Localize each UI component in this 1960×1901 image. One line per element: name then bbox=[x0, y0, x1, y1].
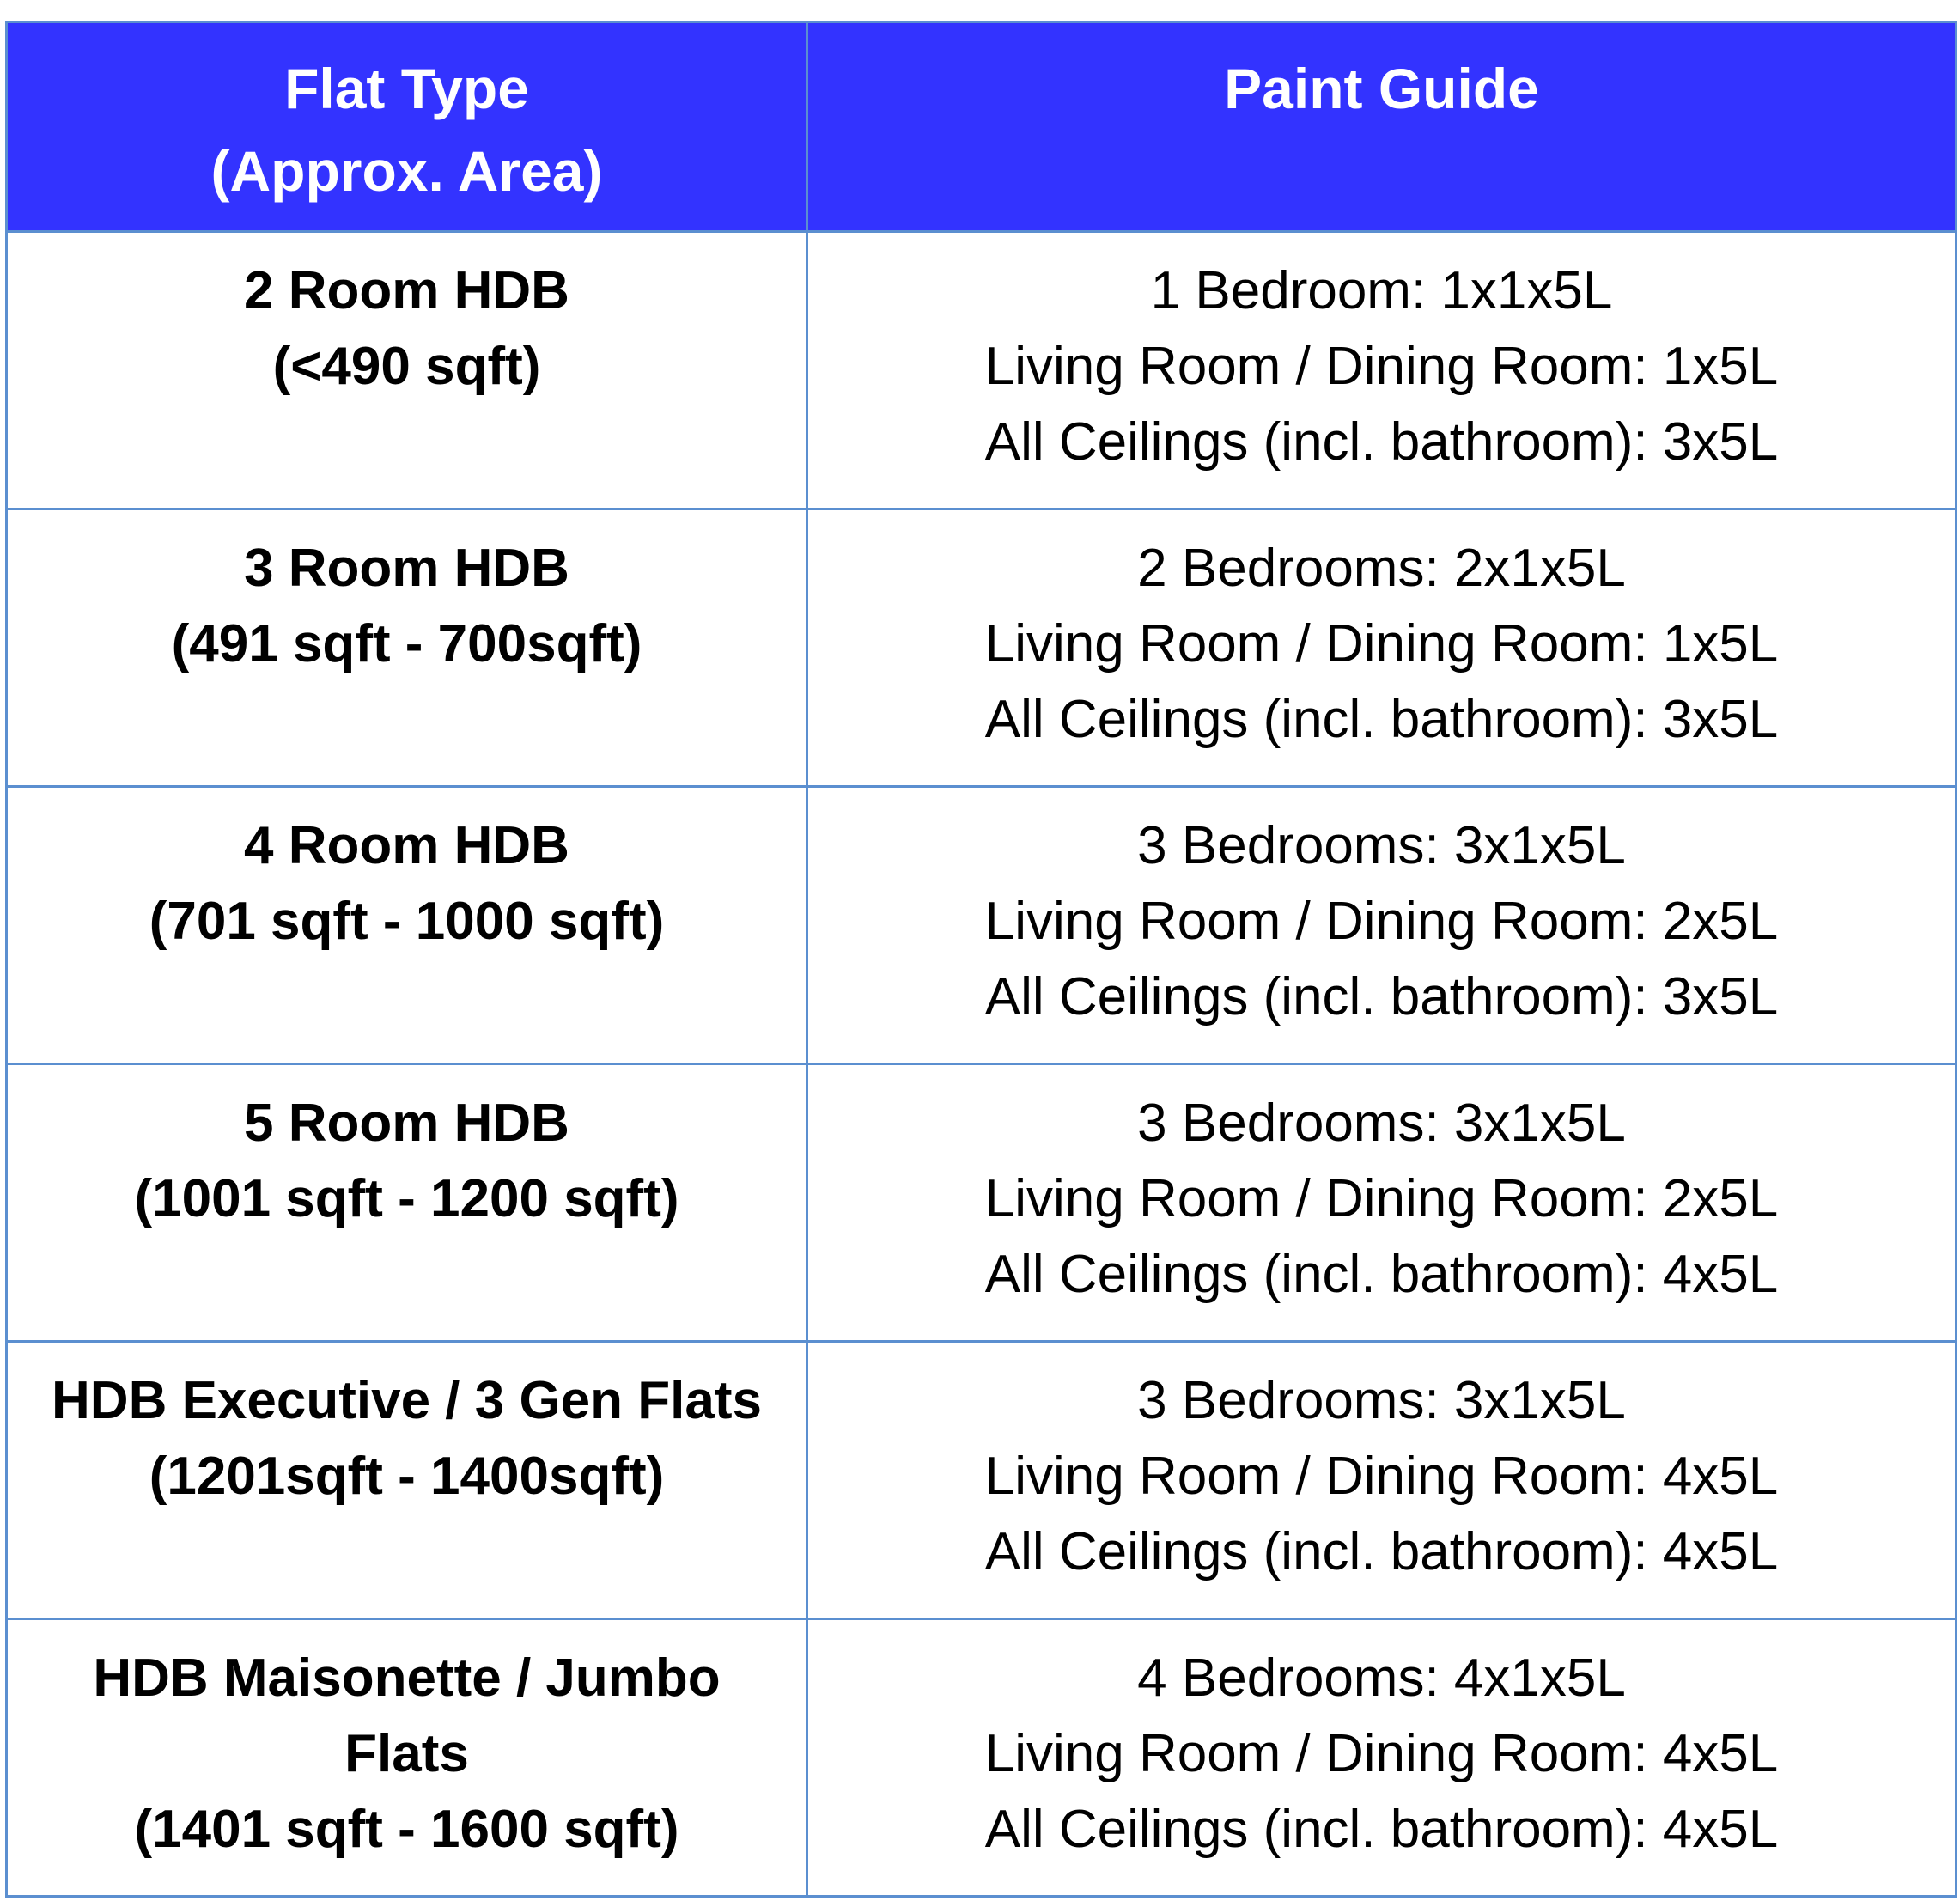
living-dining-guide: Living Room / Dining Room: 4x5L bbox=[984, 1447, 1779, 1506]
bedrooms-guide: 3 Bedrooms: 3x1x5L bbox=[1137, 1371, 1626, 1430]
bedrooms-guide: 3 Bedrooms: 3x1x5L bbox=[1137, 1094, 1626, 1153]
table-row bbox=[7, 1064, 1957, 1342]
paint-guide-cell bbox=[807, 1619, 1957, 1897]
ceilings-guide: All Ceilings (incl. bathroom): 3x5L bbox=[984, 690, 1779, 749]
ceilings-guide: All Ceilings (incl. bathroom): 4x5L bbox=[984, 1522, 1779, 1581]
table-row bbox=[7, 787, 1957, 1064]
paint-guide-cell bbox=[807, 1342, 1957, 1619]
flat-type-cell bbox=[7, 787, 807, 1064]
header-paint-guide-label: Paint Guide bbox=[1224, 57, 1539, 120]
bedrooms-guide: 2 Bedrooms: 2x1x5L bbox=[1137, 539, 1626, 598]
flat-type-name: HDB Executive / 3 Gen Flats bbox=[52, 1371, 762, 1430]
flat-type-cell bbox=[7, 509, 807, 787]
living-dining-guide: Living Room / Dining Room: 2x5L bbox=[984, 1169, 1779, 1228]
flat-type-cell bbox=[7, 1342, 807, 1619]
flat-type-name: 5 Room HDB bbox=[244, 1094, 569, 1153]
flat-type-cell bbox=[7, 232, 807, 509]
bedrooms-guide: 4 Bedrooms: 4x1x5L bbox=[1137, 1648, 1626, 1708]
header-flat-type-line1: Flat Type bbox=[284, 57, 529, 120]
header-flat-type-line2: (Approx. Area) bbox=[210, 139, 603, 203]
flat-type-name: 4 Room HDB bbox=[244, 816, 569, 875]
living-dining-guide: Living Room / Dining Room: 4x5L bbox=[984, 1724, 1779, 1783]
paint-guide-cell bbox=[807, 509, 1957, 787]
flat-type-area: (<490 sqft) bbox=[272, 337, 541, 396]
header-paint-guide bbox=[807, 22, 1957, 232]
paint-guide-cell bbox=[807, 232, 1957, 509]
ceilings-guide: All Ceilings (incl. bathroom): 4x5L bbox=[984, 1245, 1779, 1304]
living-dining-guide: Living Room / Dining Room: 1x5L bbox=[984, 614, 1779, 673]
table-row bbox=[7, 1619, 1957, 1897]
flat-type-area: (1401 sqft - 1600 sqft) bbox=[134, 1800, 679, 1859]
flat-type-name: HDB Maisonette / Jumbo bbox=[93, 1648, 721, 1708]
flat-type-area: (491 sqft - 700sqft) bbox=[171, 614, 642, 673]
table-row bbox=[7, 1342, 1957, 1619]
ceilings-guide: All Ceilings (incl. bathroom): 4x5L bbox=[984, 1800, 1779, 1859]
ceilings-guide: All Ceilings (incl. bathroom): 3x5L bbox=[984, 967, 1779, 1027]
flat-type-name-cont: Flats bbox=[344, 1724, 469, 1783]
flat-type-area: (701 sqft - 1000 sqft) bbox=[149, 892, 665, 951]
living-dining-guide: Living Room / Dining Room: 2x5L bbox=[984, 892, 1779, 951]
flat-type-cell bbox=[7, 1064, 807, 1342]
flat-type-cell bbox=[7, 1619, 807, 1897]
bedrooms-guide: 1 Bedroom: 1x1x5L bbox=[1150, 261, 1613, 320]
bedrooms-guide: 3 Bedrooms: 3x1x5L bbox=[1137, 816, 1626, 875]
flat-type-area: (1201sqft - 1400sqft) bbox=[149, 1447, 665, 1506]
flat-type-name: 3 Room HDB bbox=[244, 539, 569, 598]
paint-guide-cell bbox=[807, 1064, 1957, 1342]
flat-type-name: 2 Room HDB bbox=[244, 261, 569, 320]
ceilings-guide: All Ceilings (incl. bathroom): 3x5L bbox=[984, 412, 1779, 472]
header-row bbox=[7, 22, 1957, 232]
header-flat-type bbox=[7, 22, 807, 232]
paint-guide-table bbox=[5, 21, 1957, 1898]
flat-type-area: (1001 sqft - 1200 sqft) bbox=[134, 1169, 679, 1228]
living-dining-guide: Living Room / Dining Room: 1x5L bbox=[984, 337, 1779, 396]
table-row bbox=[7, 232, 1957, 509]
paint-guide-cell bbox=[807, 787, 1957, 1064]
table-row bbox=[7, 509, 1957, 787]
